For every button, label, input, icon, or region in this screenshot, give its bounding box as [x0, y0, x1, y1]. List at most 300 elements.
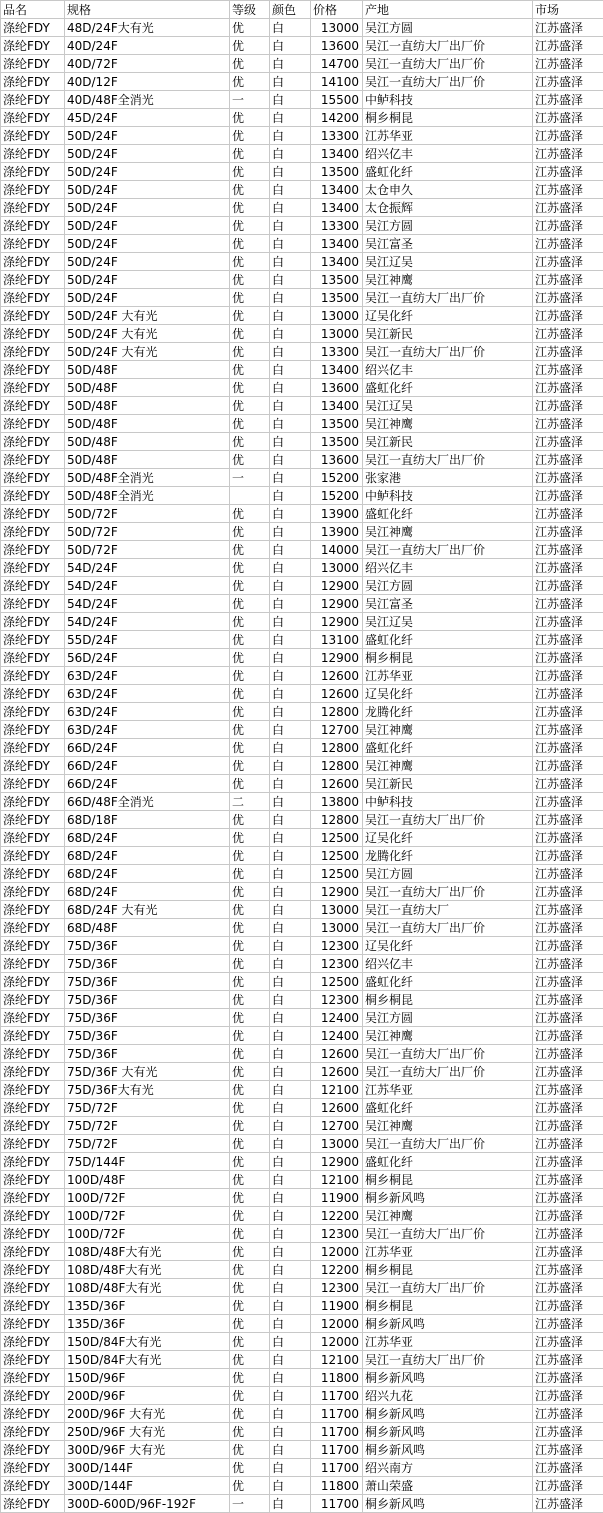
cell-color: 白: [270, 1333, 311, 1351]
cell-color: 白: [270, 505, 311, 523]
cell-grade: 优: [230, 343, 270, 361]
table-row: [1, 271, 603, 289]
cell-product: 涤纶FDY: [1, 1081, 65, 1099]
cell-spec: 150D/84F大有光: [65, 1351, 230, 1369]
cell-market: 江苏盛泽: [533, 1423, 603, 1441]
cell-market: 江苏盛泽: [533, 883, 603, 901]
cell-color: 白: [270, 559, 311, 577]
cell-origin: 吴江神鹰: [363, 1207, 533, 1225]
cell-product: 涤纶FDY: [1, 937, 65, 955]
cell-market: 江苏盛泽: [533, 181, 603, 199]
cell-market: 江苏盛泽: [533, 433, 603, 451]
cell-color: 白: [270, 19, 311, 37]
cell-color: 白: [270, 199, 311, 217]
cell-market: 江苏盛泽: [533, 1441, 603, 1459]
cell-spec: 300D/144F: [65, 1477, 230, 1495]
cell-spec: 68D/24F: [65, 829, 230, 847]
cell-grade: 优: [230, 19, 270, 37]
cell-spec: 75D/72F: [65, 1099, 230, 1117]
cell-origin: 吴江一直纺大厂出厂价: [363, 919, 533, 937]
cell-price: 11700: [311, 1495, 363, 1513]
cell-product: 涤纶FDY: [1, 1099, 65, 1117]
cell-product: 涤纶FDY: [1, 73, 65, 91]
cell-grade: 优: [230, 1063, 270, 1081]
cell-origin: 盛虹化纤: [363, 973, 533, 991]
cell-origin: 吴江一直纺大厂出厂价: [363, 811, 533, 829]
table-row: [1, 55, 603, 73]
cell-market: 江苏盛泽: [533, 1027, 603, 1045]
cell-origin: 盛虹化纤: [363, 1099, 533, 1117]
cell-product: 涤纶FDY: [1, 55, 65, 73]
cell-product: 涤纶FDY: [1, 739, 65, 757]
cell-product: 涤纶FDY: [1, 361, 65, 379]
cell-market: 江苏盛泽: [533, 577, 603, 595]
cell-spec: 75D/36F大有光: [65, 1081, 230, 1099]
cell-market: 江苏盛泽: [533, 847, 603, 865]
cell-grade: 优: [230, 847, 270, 865]
cell-product: 涤纶FDY: [1, 595, 65, 613]
cell-grade: 优: [230, 649, 270, 667]
cell-product: 涤纶FDY: [1, 1441, 65, 1459]
cell-product: 涤纶FDY: [1, 91, 65, 109]
cell-origin: 江苏华亚: [363, 1333, 533, 1351]
cell-market: 江苏盛泽: [533, 685, 603, 703]
cell-market: 江苏盛泽: [533, 145, 603, 163]
cell-market: 江苏盛泽: [533, 649, 603, 667]
cell-product: 涤纶FDY: [1, 703, 65, 721]
cell-color: 白: [270, 415, 311, 433]
table-row: [1, 1279, 603, 1297]
cell-grade: 优: [230, 451, 270, 469]
cell-product: 涤纶FDY: [1, 307, 65, 325]
cell-color: 白: [270, 109, 311, 127]
cell-price: 12300: [311, 991, 363, 1009]
cell-origin: 吴江神鹰: [363, 1117, 533, 1135]
cell-product: 涤纶FDY: [1, 1423, 65, 1441]
cell-spec: 50D/24F 大有光: [65, 343, 230, 361]
cell-color: 白: [270, 469, 311, 487]
cell-market: 江苏盛泽: [533, 1297, 603, 1315]
cell-origin: 龙腾化纤: [363, 703, 533, 721]
cell-spec: 50D/48F: [65, 433, 230, 451]
cell-product: 涤纶FDY: [1, 847, 65, 865]
cell-grade: 优: [230, 1297, 270, 1315]
cell-product: 涤纶FDY: [1, 271, 65, 289]
cell-color: 白: [270, 397, 311, 415]
cell-color: 白: [270, 847, 311, 865]
cell-price: 13300: [311, 217, 363, 235]
cell-product: 涤纶FDY: [1, 613, 65, 631]
cell-spec: 63D/24F: [65, 667, 230, 685]
cell-price: 13400: [311, 253, 363, 271]
cell-spec: 50D/24F: [65, 271, 230, 289]
cell-price: 11800: [311, 1477, 363, 1495]
cell-market: 江苏盛泽: [533, 1135, 603, 1153]
cell-grade: 优: [230, 757, 270, 775]
cell-market: 江苏盛泽: [533, 1225, 603, 1243]
cell-origin: 吴江一直纺大厂出厂价: [363, 541, 533, 559]
cell-spec: 50D/72F: [65, 523, 230, 541]
cell-grade: 优: [230, 1387, 270, 1405]
table-row: [1, 757, 603, 775]
cell-origin: 江苏华亚: [363, 127, 533, 145]
table-row: [1, 739, 603, 757]
cell-grade: 优: [230, 55, 270, 73]
cell-grade: 优: [230, 1081, 270, 1099]
cell-spec: 45D/24F: [65, 109, 230, 127]
table-row: [1, 811, 603, 829]
cell-grade: 优: [230, 1153, 270, 1171]
cell-color: 白: [270, 991, 311, 1009]
table-row: [1, 379, 603, 397]
cell-price: 13400: [311, 145, 363, 163]
cell-grade: 优: [230, 1099, 270, 1117]
cell-color: 白: [270, 1117, 311, 1135]
cell-market: 江苏盛泽: [533, 1333, 603, 1351]
cell-spec: 108D/48F大有光: [65, 1279, 230, 1297]
cell-grade: 优: [230, 631, 270, 649]
cell-color: 白: [270, 271, 311, 289]
cell-spec: 100D/72F: [65, 1225, 230, 1243]
cell-origin: 太仓申久: [363, 181, 533, 199]
cell-market: 江苏盛泽: [533, 289, 603, 307]
cell-product: 涤纶FDY: [1, 955, 65, 973]
cell-origin: 吴江一直纺大厂出厂价: [363, 1135, 533, 1153]
cell-grade: 优: [230, 361, 270, 379]
cell-product: 涤纶FDY: [1, 1477, 65, 1495]
cell-spec: 50D/24F: [65, 253, 230, 271]
table-row: [1, 469, 603, 487]
cell-product: 涤纶FDY: [1, 325, 65, 343]
cell-price: 13400: [311, 361, 363, 379]
header-spec: 规格: [65, 1, 230, 19]
cell-origin: 桐乡桐昆: [363, 1261, 533, 1279]
cell-price: 13500: [311, 433, 363, 451]
cell-price: 12900: [311, 595, 363, 613]
table-row: [1, 343, 603, 361]
cell-color: 白: [270, 901, 311, 919]
cell-spec: 54D/24F: [65, 595, 230, 613]
cell-grade: 优: [230, 325, 270, 343]
cell-market: 江苏盛泽: [533, 721, 603, 739]
cell-spec: 68D/24F: [65, 847, 230, 865]
table-row: [1, 1171, 603, 1189]
cell-product: 涤纶FDY: [1, 775, 65, 793]
cell-spec: 50D/24F 大有光: [65, 307, 230, 325]
cell-price: 12200: [311, 1207, 363, 1225]
cell-origin: 桐乡桐昆: [363, 1171, 533, 1189]
cell-spec: 300D/144F: [65, 1459, 230, 1477]
table-row: [1, 181, 603, 199]
cell-product: 涤纶FDY: [1, 1153, 65, 1171]
cell-market: 江苏盛泽: [533, 1405, 603, 1423]
cell-spec: 200D/96F: [65, 1387, 230, 1405]
cell-price: 12300: [311, 955, 363, 973]
table-row: [1, 667, 603, 685]
table-row: [1, 1261, 603, 1279]
cell-price: 12100: [311, 1081, 363, 1099]
cell-origin: 吴江一直纺大厂出厂价: [363, 289, 533, 307]
header-price: 价格: [311, 1, 363, 19]
cell-price: 12800: [311, 739, 363, 757]
cell-market: 江苏盛泽: [533, 487, 603, 505]
cell-market: 江苏盛泽: [533, 1063, 603, 1081]
cell-product: 涤纶FDY: [1, 1459, 65, 1477]
table-row: [1, 1423, 603, 1441]
cell-spec: 300D/96F 大有光: [65, 1441, 230, 1459]
cell-grade: 优: [230, 181, 270, 199]
cell-price: 13300: [311, 343, 363, 361]
cell-grade: 优: [230, 703, 270, 721]
cell-color: 白: [270, 181, 311, 199]
cell-product: 涤纶FDY: [1, 433, 65, 451]
cell-price: 11700: [311, 1423, 363, 1441]
cell-market: 江苏盛泽: [533, 1081, 603, 1099]
cell-origin: 桐乡新风鸣: [363, 1423, 533, 1441]
cell-product: 涤纶FDY: [1, 505, 65, 523]
cell-grade: 优: [230, 109, 270, 127]
cell-grade: 优: [230, 1279, 270, 1297]
cell-product: 涤纶FDY: [1, 1387, 65, 1405]
cell-market: 江苏盛泽: [533, 1009, 603, 1027]
cell-price: 15200: [311, 469, 363, 487]
cell-origin: 吴江神鹰: [363, 523, 533, 541]
cell-spec: 75D/36F 大有光: [65, 1063, 230, 1081]
table-row: [1, 1117, 603, 1135]
cell-color: 白: [270, 1027, 311, 1045]
cell-color: 白: [270, 235, 311, 253]
cell-origin: 辽吴化纤: [363, 685, 533, 703]
cell-color: 白: [270, 325, 311, 343]
cell-spec: 50D/48F: [65, 451, 230, 469]
cell-color: 白: [270, 1135, 311, 1153]
cell-product: 涤纶FDY: [1, 1315, 65, 1333]
cell-origin: 中鲈科技: [363, 91, 533, 109]
cell-market: 江苏盛泽: [533, 127, 603, 145]
table-row: [1, 1387, 603, 1405]
cell-market: 江苏盛泽: [533, 1207, 603, 1225]
cell-price: 14700: [311, 55, 363, 73]
cell-origin: 桐乡桐昆: [363, 109, 533, 127]
cell-price: 12600: [311, 775, 363, 793]
cell-price: 13000: [311, 1135, 363, 1153]
cell-price: 13500: [311, 271, 363, 289]
cell-spec: 100D/72F: [65, 1189, 230, 1207]
cell-product: 涤纶FDY: [1, 253, 65, 271]
cell-market: 江苏盛泽: [533, 235, 603, 253]
header-origin: 产地: [363, 1, 533, 19]
cell-product: 涤纶FDY: [1, 145, 65, 163]
cell-market: 江苏盛泽: [533, 397, 603, 415]
cell-product: 涤纶FDY: [1, 1261, 65, 1279]
cell-color: 白: [270, 793, 311, 811]
cell-origin: 吴江神鹰: [363, 415, 533, 433]
cell-price: 12900: [311, 649, 363, 667]
cell-product: 涤纶FDY: [1, 1351, 65, 1369]
cell-price: 13500: [311, 289, 363, 307]
cell-color: 白: [270, 703, 311, 721]
cell-origin: 盛虹化纤: [363, 739, 533, 757]
table-row: [1, 289, 603, 307]
cell-product: 涤纶FDY: [1, 217, 65, 235]
cell-market: 江苏盛泽: [533, 307, 603, 325]
table-row: [1, 505, 603, 523]
cell-price: 13300: [311, 127, 363, 145]
table-row: [1, 1297, 603, 1315]
cell-product: 涤纶FDY: [1, 919, 65, 937]
cell-color: 白: [270, 973, 311, 991]
cell-color: 白: [270, 1045, 311, 1063]
cell-spec: 75D/72F: [65, 1117, 230, 1135]
cell-color: 白: [270, 667, 311, 685]
cell-spec: 100D/48F: [65, 1171, 230, 1189]
cell-price: 13400: [311, 397, 363, 415]
cell-grade: 一: [230, 469, 270, 487]
cell-color: 白: [270, 343, 311, 361]
cell-price: 11700: [311, 1387, 363, 1405]
table-row: [1, 1405, 603, 1423]
cell-grade: 优: [230, 1315, 270, 1333]
table-row: [1, 451, 603, 469]
cell-grade: 优: [230, 199, 270, 217]
table-row: [1, 91, 603, 109]
cell-origin: 绍兴亿丰: [363, 955, 533, 973]
cell-origin: 吴江富圣: [363, 235, 533, 253]
cell-product: 涤纶FDY: [1, 487, 65, 505]
cell-grade: 优: [230, 1207, 270, 1225]
cell-price: 11900: [311, 1297, 363, 1315]
cell-spec: 250D/96F 大有光: [65, 1423, 230, 1441]
cell-color: 白: [270, 1009, 311, 1027]
cell-spec: 50D/24F: [65, 289, 230, 307]
cell-product: 涤纶FDY: [1, 469, 65, 487]
cell-market: 江苏盛泽: [533, 109, 603, 127]
cell-price: 12200: [311, 1261, 363, 1279]
cell-price: 13400: [311, 181, 363, 199]
cell-price: 13000: [311, 901, 363, 919]
cell-origin: 盛虹化纤: [363, 505, 533, 523]
cell-grade: 优: [230, 1333, 270, 1351]
cell-origin: 绍兴九花: [363, 1387, 533, 1405]
cell-grade: 优: [230, 127, 270, 145]
cell-price: 13000: [311, 19, 363, 37]
cell-market: 江苏盛泽: [533, 811, 603, 829]
cell-origin: 吴江新民: [363, 775, 533, 793]
cell-product: 涤纶FDY: [1, 109, 65, 127]
cell-origin: 吴江方圆: [363, 865, 533, 883]
cell-product: 涤纶FDY: [1, 667, 65, 685]
table-row: [1, 901, 603, 919]
cell-product: 涤纶FDY: [1, 451, 65, 469]
cell-price: 14100: [311, 73, 363, 91]
cell-product: 涤纶FDY: [1, 343, 65, 361]
table-row: [1, 1045, 603, 1063]
cell-origin: 桐乡新风鸣: [363, 1189, 533, 1207]
table-row: [1, 649, 603, 667]
cell-price: 13600: [311, 37, 363, 55]
cell-market: 江苏盛泽: [533, 703, 603, 721]
cell-origin: 吴江一直纺大厂出厂价: [363, 73, 533, 91]
table-row: [1, 163, 603, 181]
cell-color: 白: [270, 1495, 311, 1513]
cell-product: 涤纶FDY: [1, 1171, 65, 1189]
cell-price: 11700: [311, 1405, 363, 1423]
cell-grade: 优: [230, 73, 270, 91]
cell-color: 白: [270, 289, 311, 307]
cell-grade: 优: [230, 415, 270, 433]
table-row: [1, 685, 603, 703]
cell-color: 白: [270, 649, 311, 667]
cell-market: 江苏盛泽: [533, 1189, 603, 1207]
cell-market: 江苏盛泽: [533, 469, 603, 487]
cell-product: 涤纶FDY: [1, 289, 65, 307]
cell-market: 江苏盛泽: [533, 667, 603, 685]
table-row: [1, 1477, 603, 1495]
table-row: [1, 397, 603, 415]
table-row: [1, 631, 603, 649]
cell-origin: 中鲈科技: [363, 487, 533, 505]
cell-color: 白: [270, 1099, 311, 1117]
cell-product: 涤纶FDY: [1, 649, 65, 667]
cell-origin: 辽吴化纤: [363, 937, 533, 955]
table-row: [1, 919, 603, 937]
cell-market: 江苏盛泽: [533, 1171, 603, 1189]
table-row: [1, 937, 603, 955]
cell-grade: 优: [230, 1369, 270, 1387]
cell-color: 白: [270, 595, 311, 613]
cell-color: 白: [270, 217, 311, 235]
cell-market: 江苏盛泽: [533, 793, 603, 811]
cell-color: 白: [270, 1063, 311, 1081]
table-row: [1, 361, 603, 379]
cell-color: 白: [270, 775, 311, 793]
cell-origin: 吴江一直纺大厂出厂价: [363, 37, 533, 55]
cell-spec: 100D/72F: [65, 1207, 230, 1225]
cell-origin: 吴江富圣: [363, 595, 533, 613]
cell-color: 白: [270, 1189, 311, 1207]
cell-grade: 优: [230, 541, 270, 559]
cell-grade: 优: [230, 505, 270, 523]
table-row: [1, 703, 603, 721]
cell-spec: 40D/72F: [65, 55, 230, 73]
cell-spec: 54D/24F: [65, 613, 230, 631]
table-row: [1, 325, 603, 343]
cell-price: 11800: [311, 1369, 363, 1387]
cell-origin: 太仓振辉: [363, 199, 533, 217]
cell-color: 白: [270, 829, 311, 847]
cell-grade: 优: [230, 613, 270, 631]
cell-price: 12300: [311, 937, 363, 955]
cell-origin: 吴江新民: [363, 325, 533, 343]
cell-price: 12800: [311, 703, 363, 721]
cell-price: 13000: [311, 325, 363, 343]
cell-origin: 盛虹化纤: [363, 631, 533, 649]
cell-market: 江苏盛泽: [533, 829, 603, 847]
cell-spec: 300D-600D/96F-192F: [65, 1495, 230, 1513]
cell-price: 11700: [311, 1441, 363, 1459]
cell-color: 白: [270, 919, 311, 937]
cell-color: 白: [270, 1261, 311, 1279]
cell-product: 涤纶FDY: [1, 1189, 65, 1207]
cell-grade: 优: [230, 379, 270, 397]
cell-product: 涤纶FDY: [1, 1135, 65, 1153]
cell-spec: 63D/24F: [65, 703, 230, 721]
cell-market: 江苏盛泽: [533, 865, 603, 883]
cell-product: 涤纶FDY: [1, 181, 65, 199]
cell-color: 白: [270, 145, 311, 163]
cell-product: 涤纶FDY: [1, 1297, 65, 1315]
cell-color: 白: [270, 1423, 311, 1441]
